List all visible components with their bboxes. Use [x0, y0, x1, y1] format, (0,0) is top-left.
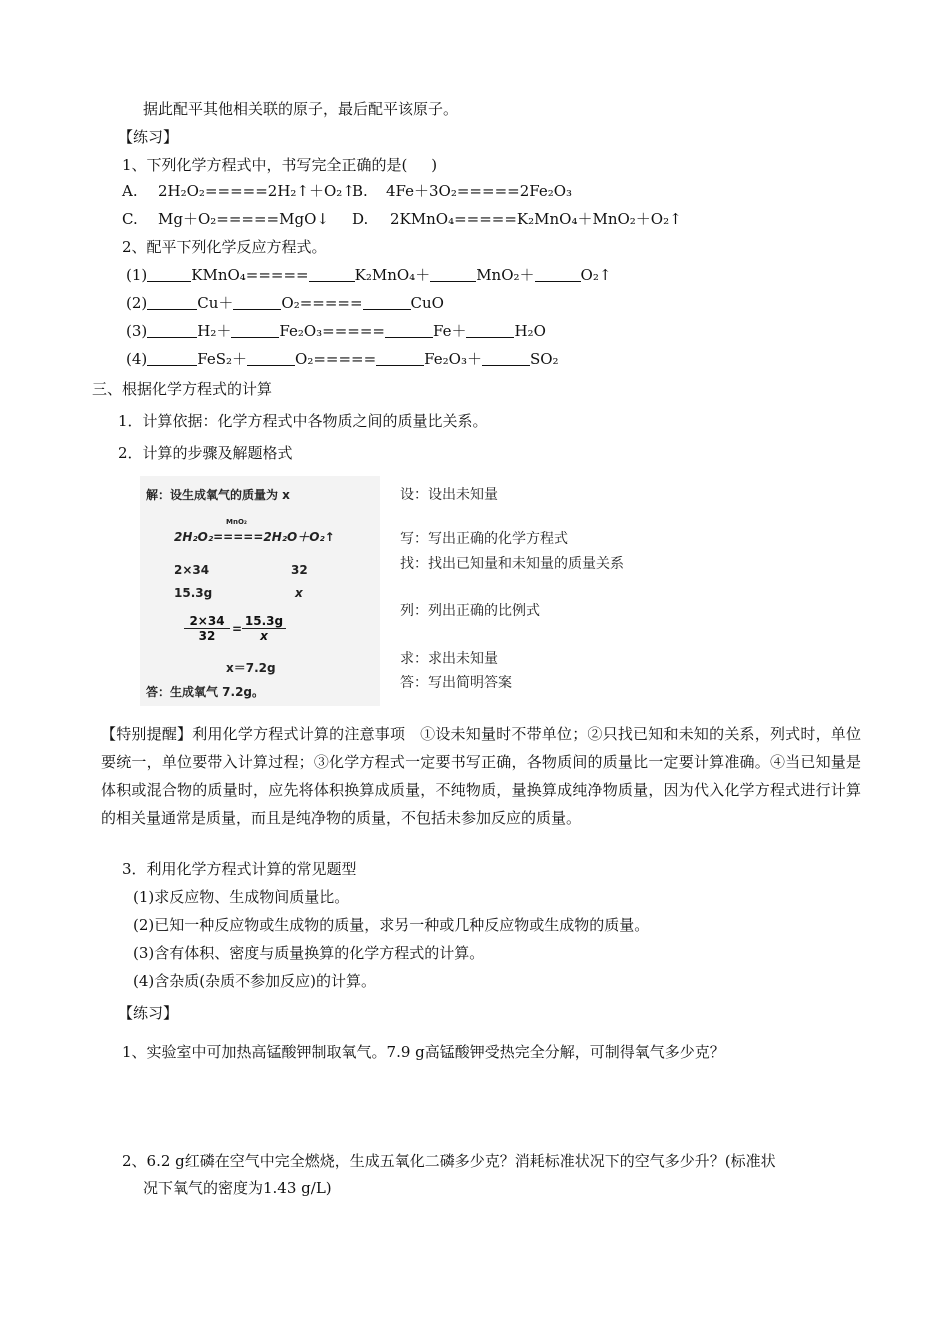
type-item: (4)含杂质(杂质不参加反应)的计算。 [133, 972, 376, 990]
answer-blank[interactable] [233, 295, 281, 310]
equation-term: H₂O [514, 322, 546, 340]
option-b-label: B. [352, 182, 368, 200]
question-1: 1、下列化学方程式中，书写完全正确的是( ) [122, 156, 438, 174]
answer-blank[interactable] [147, 323, 197, 338]
option-d-label: D. [352, 210, 369, 228]
given-left: 15.3g [174, 586, 213, 600]
equation-term: H₂＋ [197, 322, 232, 340]
fraction-denominator: 32 [198, 629, 216, 643]
solution-answer: 答：生成氧气 7.2g。 [146, 685, 265, 699]
equation-4 [126, 348, 559, 370]
option-d: 2KMnO₄=====K₂MnO₄＋MnO₂＋O₂↑ [390, 210, 682, 228]
solution-equation: 2H₂O₂=====2H₂O＋O₂↑ [174, 530, 335, 544]
answer-blank[interactable] [535, 267, 581, 282]
equation-term: Fe₂O₃＋ [424, 350, 482, 368]
equation-term: SO₂ [529, 350, 559, 368]
option-b: 4Fe＋3O₂=====2Fe₂O₃ [386, 182, 573, 200]
calc-question-2-line2: 况下氧气的密度为1.43 g/L) [143, 1179, 332, 1197]
answer-blank[interactable] [247, 351, 295, 366]
fraction-numerator: 15.3g [242, 614, 286, 629]
equation-term: Cu＋ [197, 294, 234, 312]
solution-header: 解：设生成氧气的质量为 x [146, 488, 290, 502]
step-find: 找：找出已知量和未知量的质量关系 [400, 556, 624, 572]
answer-blank[interactable] [231, 323, 279, 338]
equation-number: (2) [126, 294, 148, 312]
section-item-2: 2．计算的步骤及解题格式 [118, 444, 293, 462]
mass-right: 32 [291, 563, 308, 577]
equation-number: (1) [126, 266, 148, 284]
equation-2 [126, 292, 444, 314]
option-c-label: C. [122, 210, 138, 228]
equation-term: CuO [410, 294, 444, 312]
fraction-denominator: x [260, 629, 268, 643]
result: x＝7.2g [226, 661, 276, 675]
answer-blank[interactable] [482, 351, 530, 366]
step-write: 写：写出正确的化学方程式 [400, 531, 568, 547]
equation-term: O₂↑ [580, 266, 612, 284]
equation-1 [126, 264, 611, 286]
equation-term: K₂MnO₄＋ [354, 266, 431, 284]
equation-term: O₂===== [295, 350, 377, 368]
type-item: (2)已知一种反应物或生成物的质量，求另一种或几种反应物或生成物的质量。 [133, 916, 650, 934]
equation-number: (3) [126, 322, 148, 340]
step-solve: 求：求出未知量 [400, 651, 498, 667]
special-reminder [101, 720, 861, 832]
mass-left: 2×34 [174, 563, 210, 577]
equation-term: O₂===== [281, 294, 363, 312]
answer-blank[interactable] [309, 267, 355, 282]
text-line: 据此配平其他相关联的原子，最后配平该原子。 [143, 100, 459, 118]
answer-blank[interactable] [363, 295, 411, 310]
given-right: x [295, 586, 303, 600]
equation-3 [126, 320, 546, 342]
equation-term: KMnO₄===== [191, 266, 309, 284]
practice-header: 【练习】 [118, 1004, 179, 1022]
equation-number: (4) [126, 350, 148, 368]
equation-term: MnO₂＋ [476, 266, 535, 284]
fraction-numerator: 2×34 [184, 614, 230, 629]
step-list: 列：列出正确的比例式 [400, 603, 540, 619]
fraction-right [242, 614, 286, 643]
types-title: 3．利用化学方程式计算的常见题型 [122, 860, 357, 878]
section-title: 三、根据化学方程式的计算 [92, 380, 273, 398]
practice-header: 【练习】 [118, 128, 179, 146]
calc-question-1: 1、实验室中可加热高锰酸钾制取氧气。7.9 g高锰酸钾受热完全分解，可制得氧气多少克？ [122, 1043, 725, 1061]
calc-question-2-line1: 2、6.2 g红磷在空气中完全燃烧，生成五氧化二磷多少克？消耗标准状况下的空气多少升？(标准状 [122, 1152, 776, 1170]
answer-blank[interactable] [466, 323, 514, 338]
solution-figure [140, 476, 660, 706]
answer-blank[interactable] [147, 351, 197, 366]
answer-blank[interactable] [147, 267, 191, 282]
answer-blank[interactable] [147, 295, 197, 310]
option-c: Mg＋O₂=====MgO↓ [158, 210, 329, 228]
equation-term: Fe＋ [433, 322, 467, 340]
option-a-label: A. [122, 182, 138, 200]
equation-term: Fe₂O₃===== [279, 322, 385, 340]
answer-blank[interactable] [430, 267, 476, 282]
catalyst-label: MnO₂ [226, 518, 247, 526]
reminder-text: 【特别提醒】利用化学方程式计算的注意事项 ①设未知量时不带单位；②只找已知和未知的关系，列式时，单位要统一，单位要带入计算过程；③化学方程式一定要书写正确，各物质间的质量比一定要计算准确。④当已知量是体积或混合物的质量时，应先将体积换算成质量，不纯物质，量换算成纯净物质量，因为代入化学方程式进行计算的相关量通常是质量，而且是纯净物的质量，不包括未参加反应的质量。 [101, 725, 861, 827]
step-set: 设：设出未知量 [400, 487, 498, 503]
answer-blank[interactable] [385, 323, 433, 338]
step-answer: 答：写出简明答案 [400, 675, 512, 691]
answer-blank[interactable] [376, 351, 424, 366]
type-item: (3)含有体积、密度与质量换算的化学方程式的计算。 [133, 944, 485, 962]
type-item: (1)求反应物、生成物间质量比。 [133, 888, 350, 906]
option-a: 2H₂O₂=====2H₂↑＋O₂↑ [158, 182, 355, 200]
equals-sign: = [232, 622, 243, 636]
question-2: 2、配平下列化学反应方程式。 [122, 238, 327, 256]
section-item-1: 1．计算依据：化学方程式中各物质之间的质量比关系。 [118, 412, 488, 430]
fraction-left [184, 614, 230, 643]
equation-term: FeS₂＋ [197, 350, 248, 368]
